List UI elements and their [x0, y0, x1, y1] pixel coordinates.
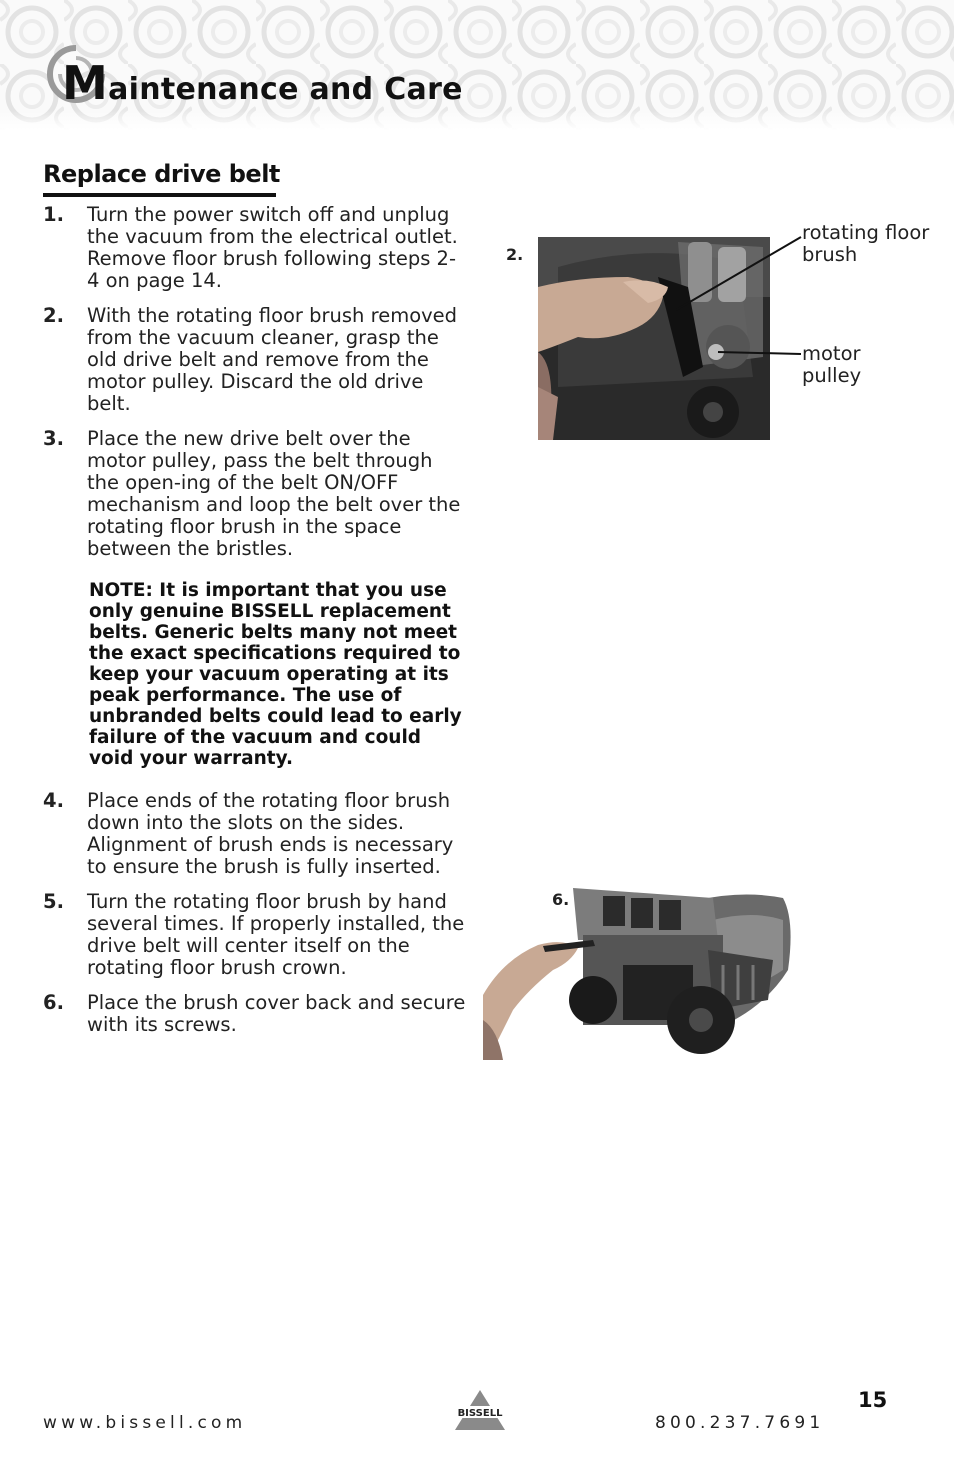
step-1 [43, 204, 468, 292]
step-text: Place ends of the rotating floor brush down into the slots on the sides. Alignment of brush ends is necessary to ensure the brush is fully inserted. [87, 789, 454, 878]
step-number: 3. [43, 427, 64, 450]
figure-2-label: 2. [506, 245, 524, 264]
brush-cover-install-photo [483, 880, 795, 1060]
page-title-initial: M [62, 56, 109, 110]
step-number: 2. [43, 304, 64, 327]
step-6 [43, 992, 468, 1036]
step-text: Turn the power switch off and unplug the vacuum from the electrical outlet. Remove floor brush following steps 2-4 on page 14. [87, 203, 458, 292]
step-4 [43, 790, 468, 878]
section-title-underline [43, 193, 276, 197]
step-number: 1. [43, 203, 64, 226]
step-text: Place the brush cover back and secure with its screws. [87, 991, 466, 1036]
step-text: Turn the rotating floor brush by hand several times. If properly installed, the drive belt will center itself on the rotating floor brush crown. [87, 890, 465, 979]
page-title-rest: aintenance and Care [108, 72, 463, 107]
svg-text:BISSELL: BISSELL [457, 1408, 503, 1419]
step-2 [43, 305, 468, 415]
step-number: 4. [43, 789, 64, 812]
bissell-logo [449, 1388, 511, 1432]
section-title: Replace drive belt [43, 160, 280, 188]
footer-phone: 800.237.7691 [655, 1413, 825, 1433]
callout-leader-lines [676, 225, 806, 365]
callout-motor-pulley: motor pulley [802, 342, 862, 387]
callout-rotating-floor-brush: rotating floor brush [802, 221, 930, 266]
footer-website: www.bissell.com [43, 1413, 247, 1433]
page-title [62, 56, 463, 110]
figure-6-label: 6. [552, 890, 570, 909]
step-text: Place the new drive belt over the motor pulley, pass the belt through the open-ing of the belt ON/OFF mechanism and loop the belt over the rotating floor brush in the space between the bristles. [87, 427, 461, 560]
step-text: With the rotating floor brush removed from the vacuum cleaner, grasp the old drive belt and remove from the motor pulley. Discard the old drive belt. [87, 304, 458, 415]
step-3 [43, 428, 468, 560]
steps-list [43, 204, 468, 1049]
step-number: 6. [43, 991, 64, 1014]
page-number: 15 [858, 1388, 888, 1412]
step-number: 5. [43, 890, 64, 913]
step-5 [43, 891, 468, 979]
warranty-note: NOTE: It is important that you use only genuine BISSELL replacement belts. Generic belts many not meet the exact specifications required to keep your vacuum operating at its peak performance. The use of unbranded belts could lead to early failure of the vacuum and could void your warranty. [89, 580, 462, 769]
